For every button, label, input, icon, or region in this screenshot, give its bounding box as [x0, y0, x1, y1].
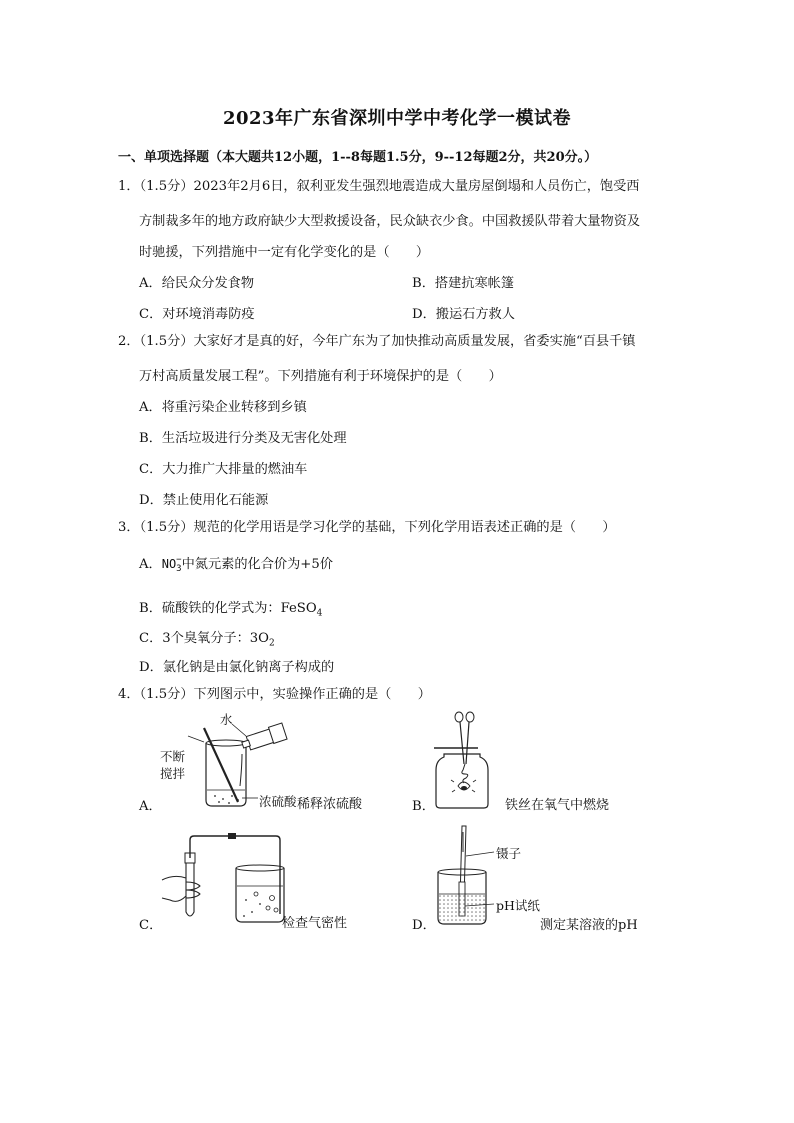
- caption-d: 测定某溶液的pH: [540, 918, 638, 933]
- q3-option-a-text: 中氮元素的化合价为+5价: [181, 557, 333, 572]
- q4-line1: 4．（1.5分）下列图示中，实验操作正确的是（ ）: [118, 687, 431, 702]
- q1-line2: 方制裁多年的地方政府缺少大型救援设备，民众缺衣少食。中国救援队带着大量物资及: [139, 214, 641, 229]
- q2-line1: 2．（1.5分）大家好才是真的好，今年广东为了加快推动高质量发展，省委实施“百县千镇: [118, 334, 636, 349]
- q4-option-d-letter[interactable]: D．: [412, 918, 436, 933]
- figure-ph-test: [430, 822, 660, 932]
- q3-option-b[interactable]: B．硫酸铁的化学式为：FeSO$_4$: [139, 601, 323, 619]
- figure-dilute-acid: [160, 708, 400, 813]
- q1-line3: 时驰援，下列措施中一定有化学变化的是（ ）: [139, 245, 430, 260]
- acid-label: 浓硫酸: [259, 794, 297, 809]
- q4-option-c-letter[interactable]: C．: [139, 918, 163, 933]
- q1-option-c[interactable]: C．对环境消毒防疫: [139, 307, 255, 322]
- q2-option-d[interactable]: D．禁止使用化石能源: [139, 493, 269, 508]
- q2-line2: 万村高质量发展工程”。下列措施有利于环境保护的是（ ）: [139, 369, 502, 384]
- page-title: 2023年广东省深圳中学中考化学一模试卷: [222, 108, 572, 129]
- q1-option-a[interactable]: A．给民众分发食物: [139, 276, 255, 291]
- nitrate-formula: NO − 3: [161, 554, 182, 574]
- q3-option-a[interactable]: [139, 553, 333, 574]
- q3-line1: 3．（1.5分）规范的化学用语是学习化学的基础，下列化学用语表述正确的是（ ）: [118, 520, 616, 535]
- q1-line1: 1．（1.5分）2023年2月6日，叙利亚发生强烈地震造成大量房屋倒塌和人员伤亡，饱受西: [118, 179, 640, 194]
- q3-option-c[interactable]: C．3个臭氧分子：$3O_2$: [139, 631, 275, 649]
- q1-option-d[interactable]: D．搬运石方救人: [412, 307, 515, 322]
- water-label: 水: [220, 712, 233, 727]
- caption-b: 铁丝在氧气中燃烧: [505, 798, 610, 813]
- q4-option-a-letter[interactable]: A．: [139, 799, 162, 814]
- figure-airtight: [160, 828, 400, 933]
- section-heading: 一、单项选择题（本大题共12小题，1--8每题1.5分，9--12每题2分，共20分。）: [118, 150, 598, 165]
- q1-option-b[interactable]: B．搭建抗寒帐篷: [412, 276, 515, 291]
- tweezers-label: 镊子: [496, 846, 522, 861]
- figure-iron-burning: [430, 708, 630, 813]
- q2-option-c[interactable]: C．大力推广大排量的燃油车: [139, 462, 308, 477]
- stir-label-2: 搅拌: [160, 766, 186, 781]
- q2-option-b[interactable]: B．生活垃圾进行分类及无害化处理: [139, 431, 347, 446]
- ph-paper-label: pH试纸: [496, 898, 540, 913]
- q3-option-d[interactable]: D．氯化钠是由氯化钠离子构成的: [139, 660, 335, 675]
- caption-c: 检查气密性: [282, 916, 348, 931]
- q3-option-a-letter: A．: [139, 557, 162, 572]
- q4-option-b-letter[interactable]: B．: [412, 799, 435, 814]
- q2-option-a[interactable]: A．将重污染企业转移到乡镇: [139, 400, 307, 415]
- stir-label-1: 不断: [160, 749, 186, 764]
- caption-a: 稀释浓硫酸: [297, 797, 363, 812]
